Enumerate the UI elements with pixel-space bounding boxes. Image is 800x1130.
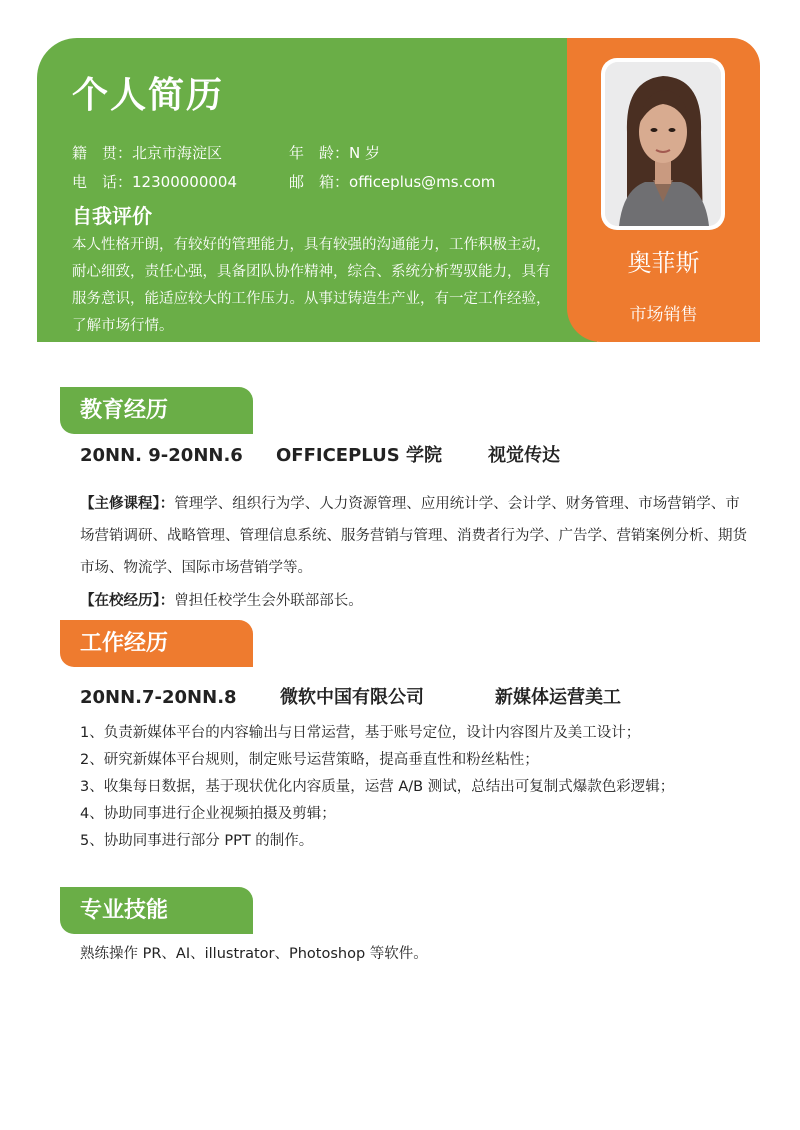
native-value: 北京市海淀区	[132, 144, 223, 162]
skills-text: 熟练操作 PR、AI、illustrator、Photoshop 等软件。	[80, 946, 428, 962]
age-value: N 岁	[349, 144, 381, 162]
native-place	[72, 142, 222, 164]
courses-label: 【主修课程】：	[80, 496, 175, 512]
education-period: 20NN. 9-20NN.6	[80, 445, 243, 466]
self-evaluation-title: 自我评价	[72, 204, 152, 228]
age	[289, 142, 380, 164]
phone	[72, 171, 237, 193]
profile-photo-frame	[601, 58, 725, 230]
email-value: officeplus@ms.com	[349, 173, 496, 191]
list-item: 4、协助同事进行企业视频拍摄及剪辑；	[80, 806, 336, 822]
resume-title: 个人简历	[72, 75, 225, 116]
work-position: 新媒体运营美工	[495, 687, 621, 708]
list-item: 1、负责新媒体平台的内容输出与日常运营，基于账号定位，设计内容图片及美工设计；	[80, 725, 641, 741]
self-evaluation-text: 本人性格开朗，有较好的管理能力，具有较强的沟通能力，工作积极主动，耐心细致，责任心强，具备团队协作精神，综合、系统分析驾驭能力，具有服务意识，能适应较大的工作压力。从事过铸造生产业，有一定工作经验，了解市场行情。	[72, 237, 551, 334]
skills-section-tab: 专业技能	[60, 887, 253, 934]
phone-value: 12300000004	[132, 173, 237, 191]
list-item: 2、研究新媒体平台规则，制定账号运营策略，提高垂直性和粉丝粘性；	[80, 752, 539, 768]
age-label: 年 龄：	[289, 144, 350, 162]
campus-text: 曾担任校学生会外联部部长。	[174, 593, 363, 609]
list-item: 5、协助同事进行部分 PPT 的制作。	[80, 833, 314, 849]
education-major: 视觉传达	[488, 445, 560, 466]
phone-label: 电 话：	[72, 173, 133, 191]
campus-label: 【在校经历】：	[80, 593, 175, 609]
courses-text: 管理学、组织行为学、人力资源管理、应用统计学、会计学、财务管理、市场营销学、市场营销调研、战略管理、管理信息系统、服务营销与管理、消费者行为学、广告学、营销案例分析、期货市场、物流学、国际市场营销学等。	[80, 496, 747, 576]
education-courses	[80, 488, 750, 584]
candidate-name: 奥菲斯	[627, 249, 700, 277]
profile-photo	[605, 62, 721, 226]
native-label: 籍 贯：	[72, 144, 133, 162]
candidate-role: 市场销售	[629, 305, 698, 325]
work-section-tab: 工作经历	[60, 620, 253, 667]
education-section-tab: 教育经历	[60, 387, 253, 434]
email-label: 邮 箱：	[289, 173, 350, 191]
education-campus	[80, 585, 750, 617]
work-period: 20NN.7-20NN.8	[80, 687, 237, 708]
education-school: OFFICEPLUS 学院	[276, 445, 442, 466]
list-item: 3、收集每日数据，基于现状优化内容质量，运营 A/B 测试，总结出可复制式爆款色彩逻辑；	[80, 779, 675, 795]
work-company: 微软中国有限公司	[280, 687, 424, 708]
portrait-image	[605, 62, 721, 226]
work-duties-list	[80, 720, 760, 855]
email	[289, 171, 495, 193]
